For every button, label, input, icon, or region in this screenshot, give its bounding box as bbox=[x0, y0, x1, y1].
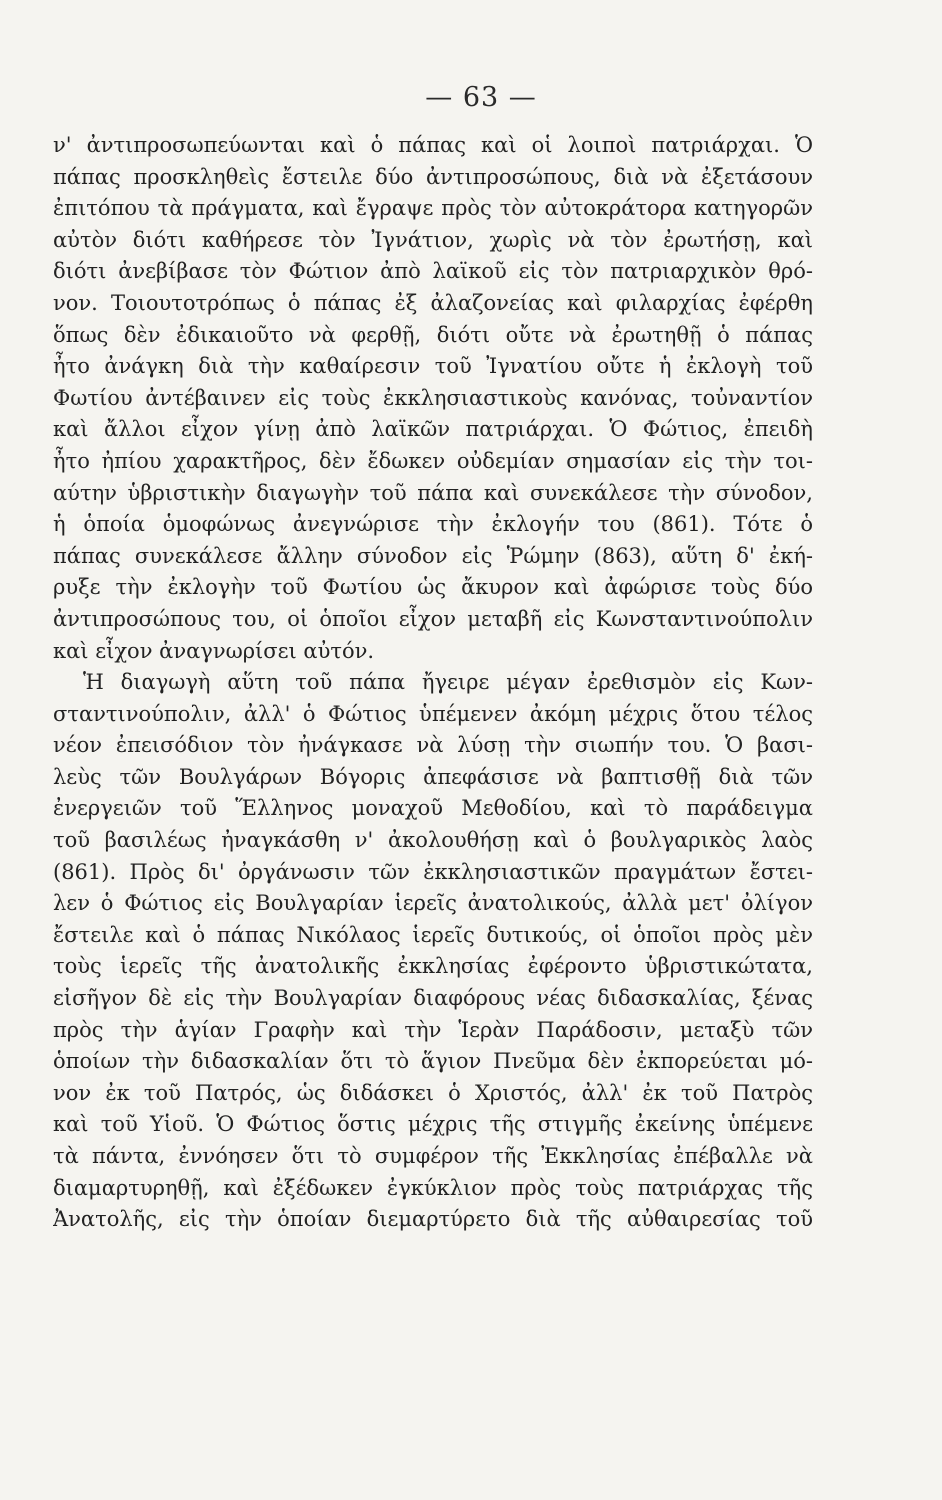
text-line: ὅπως δὲν ἐδικαιοῦτο νὰ φερθῇ, διότι οὔτε νὰ ἐρωτηθῇ ὁ πάπας bbox=[53, 322, 813, 347]
text-line: ὁποίων τὴν διδασκαλίαν ὅτι τὸ ἅγιον Πνεῦμα δὲν ἐκπορεύεται μό- bbox=[53, 1049, 813, 1074]
text-line: ἀντιπροσώπους του, οἱ ὁποῖοι εἶχον μεταβῆ εἰς Κωνσταντινούπολιν bbox=[53, 606, 813, 631]
text-line: σταντινούπολιν, ἀλλ' ὁ Φώτιος ὑπέμενεν ἀκόμη μέχρις ὅτου τέλος bbox=[53, 701, 813, 726]
text-line: εἰσῆγον δὲ εἰς τὴν Βουλγαρίαν διαφόρους νέας διδασκαλίας, ξένας bbox=[53, 986, 813, 1011]
text-line: (861). Πρὸς δι' ὀργάνωσιν τῶν ἐκκλησιαστικῶν πραγμάτων ἔστει- bbox=[53, 859, 813, 884]
text-line: τοὺς ἱερεῖς τῆς ἀνατολικῆς ἐκκλησίας ἐφέροντο ὑβριστικώτατα, bbox=[53, 954, 813, 979]
text-line: ἡ ὁποία ὁμοφώνως ἀνεγνώρισε τὴν ἐκλογήν του (861). Τότε ὁ bbox=[53, 512, 813, 537]
text-line: τὰ πάντα, ἐννόησεν ὅτι τὸ συμφέρον τῆς Ἐκκλησίας ἐπέβαλλε νὰ bbox=[53, 1144, 813, 1168]
text-line: ἔστειλε καὶ ὁ πάπας Νικόλαος ἱερεῖς δυτικούς, οἱ ὁποῖοι πρὸς μὲν bbox=[53, 922, 813, 947]
text-line: πάπας συνεκάλεσε ἄλλην σύνοδον εἰς Ῥώμην (863), αὕτη δ' ἐκή- bbox=[53, 543, 813, 568]
text-line: πρὸς τὴν ἁγίαν Γραφὴν καὶ τὴν Ἱερὰν Παράδοσιν, μεταξὺ τῶν bbox=[53, 1017, 813, 1042]
text-line: Φωτίου ἀντέβαινεν εἰς τοὺς ἐκκλησιαστικοὺς κανόνας, τοὐναντίον bbox=[53, 385, 813, 410]
text-line: λεν ὁ Φώτιος εἰς Βουλγαρίαν ἱερεῖς ἀνατολικούς, ἀλλὰ μετ' ὀλίγον bbox=[53, 891, 813, 916]
text-line: πάπας προσκληθεὶς ἔστειλε δύο ἀντιπροσώπους, διὰ νὰ ἐξετάσουν bbox=[53, 164, 813, 189]
text-line: Ἀνατολῆς, εἰς τὴν ὁποίαν διεμαρτύρετο διὰ τῆς αὐθαιρεσίας τοῦ bbox=[53, 1207, 813, 1232]
text-line: νον. Τοιουτοτρόπως ὁ πάπας ἐξ ἀλαζονείας καὶ φιλαρχίας ἐφέρθη bbox=[53, 290, 813, 315]
text-line: αύτην ὑβριστικὴν διαγωγὴν τοῦ πάπα καὶ συνεκάλεσε τὴν σύνοδον, bbox=[53, 480, 813, 505]
text-line: τοῦ βασιλέως ἠναγκάσθη ν' ἀκολουθήσῃ καὶ ὁ βουλγαρικὸς λαὸς bbox=[53, 828, 813, 853]
page-number: — 63 — bbox=[425, 82, 537, 113]
paragraph-start-line: Ἡ διαγωγὴ αὕτη τοῦ πάπα ἤγειρε μέγαν ἐρεθισμὸν εἰς Κων- bbox=[83, 670, 813, 695]
text-line: ἦτο ἠπίου χαρακτῆρος, δὲν ἔδωκεν οὐδεμίαν σημασίαν εἰς τὴν τοι- bbox=[53, 448, 813, 473]
paragraph-end-line: καὶ εἶχον ἀναγνωρίσει αὐτόν. bbox=[53, 638, 375, 663]
body-text bbox=[53, 130, 813, 1236]
text-line: διότι ἀνεβίβασε τὸν Φώτιον ἀπὸ λαϊκοῦ εἰς τὸν πατριαρχικὸν θρό- bbox=[53, 259, 813, 284]
text-line: αὐτὸν διότι καθήρεσε τὸν Ἰγνάτιον, χωρὶς νὰ τὸν ἐρωτήσῃ, καὶ bbox=[53, 227, 813, 252]
text-line: ἐνεργειῶν τοῦ Ἕλληνος μοναχοῦ Μεθοδίου, καὶ τὸ παράδειγμα bbox=[53, 796, 813, 821]
text-line: καὶ ἄλλοι εἶχον γίνῃ ἀπὸ λαϊκῶν πατριάρχαι. Ὁ Φώτιος, ἐπειδὴ bbox=[53, 417, 813, 442]
text-line: ρυξε τὴν ἐκλογὴν τοῦ Φωτίου ὡς ἄκυρον καὶ ἀφώρισε τοὺς δύο bbox=[53, 575, 813, 600]
text-line: νον ἐκ τοῦ Πατρός, ὡς διδάσκει ὁ Χριστός, ἀλλ' ἐκ τοῦ Πατρὸς bbox=[53, 1080, 813, 1105]
text-line: ἦτο ἀνάγκη διὰ τὴν καθαίρεσιν τοῦ Ἰγνατίου οὔτε ἡ ἐκλογὴ τοῦ bbox=[53, 354, 813, 379]
text-line: ν' ἀντιπροσωπεύωνται καὶ ὁ πάπας καὶ οἱ λοιποὶ πατριάρχαι. Ὁ bbox=[53, 133, 813, 157]
text-line: λεὺς τῶν Βουλγάρων Βόγορις ἀπεφάσισε νὰ βαπτισθῇ διὰ τῶν bbox=[53, 764, 813, 789]
text-line: νέον ἐπεισόδιον τὸν ἠνάγκασε νὰ λύσῃ τὴν σιωπήν του. Ὁ βασι- bbox=[53, 733, 813, 758]
text-line: ἐπιτόπου τὰ πράγματα, καὶ ἔγραψε πρὸς τὸν αὐτοκράτορα κατηγορῶν bbox=[53, 196, 813, 221]
text-line: καὶ τοῦ Υἱοῦ. Ὁ Φώτιος ὅστις μέχρις τῆς στιγμῆς ἐκείνης ὑπέμενε bbox=[53, 1112, 813, 1137]
text-line: διαμαρτυρηθῇ, καὶ ἐξέδωκεν ἐγκύκλιον πρὸς τοὺς πατριάρχας τῆς bbox=[53, 1175, 813, 1200]
